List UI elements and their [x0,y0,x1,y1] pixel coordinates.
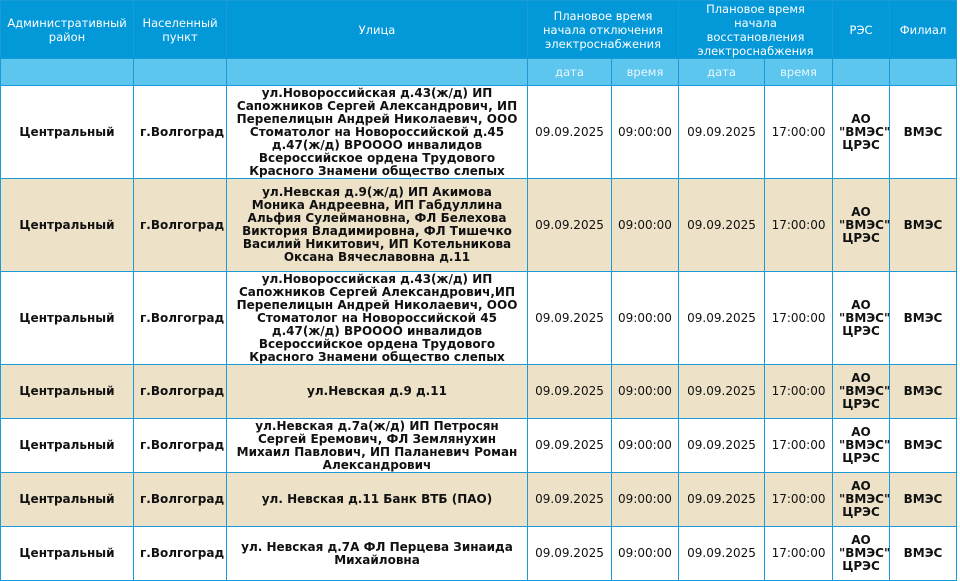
table-row [1,179,957,272]
cell-res: АО "ВМЭС" ЦРЭС [833,86,890,179]
cell-branch: ВМЭС [890,86,957,179]
header-res: РЭС [833,1,890,59]
header-off-time: Плановое время начала отключения электроснабжения [528,1,679,59]
cell-district: Центральный [1,272,134,365]
cell-off-time: 09:00:00 [612,527,679,581]
cell-on-date: 09.09.2025 [679,272,765,365]
table-subheader-row [1,59,957,86]
cell-res: АО "ВМЭС" ЦРЭС [833,527,890,581]
cell-on-time: 17:00:00 [765,473,833,527]
table-row [1,86,957,179]
subheader-empty [227,59,528,86]
cell-district: Центральный [1,527,134,581]
subheader-empty [833,59,890,86]
cell-locality: г.Волгоград [134,473,227,527]
cell-branch: ВМЭС [890,473,957,527]
cell-street: ул.Невская д.9(ж/д) ИП Акимова Моника Андреевна, ИП Габдуллина Альфия Сулеймановна, ФЛ Белехова Виктория Владимировна, ФЛ Тишечко Василий Никитович, ИП Котельникова Оксана Вячеславовна д.11 [227,179,528,272]
cell-on-date: 09.09.2025 [679,473,765,527]
cell-off-date: 09.09.2025 [528,179,612,272]
cell-off-date: 09.09.2025 [528,272,612,365]
cell-on-time: 17:00:00 [765,419,833,473]
cell-on-time: 17:00:00 [765,272,833,365]
cell-district: Центральный [1,179,134,272]
table-header-row [1,1,957,59]
cell-on-time: 17:00:00 [765,86,833,179]
subheader-empty [134,59,227,86]
subheader-off-date: дата [528,59,612,86]
cell-locality: г.Волгоград [134,86,227,179]
cell-locality: г.Волгоград [134,179,227,272]
cell-res: АО "ВМЭС" ЦРЭС [833,179,890,272]
cell-locality: г.Волгоград [134,272,227,365]
header-locality: Населенный пункт [134,1,227,59]
cell-street: ул.Невская д.9 д.11 [227,365,528,419]
cell-street: ул. Невская д.11 Банк ВТБ (ПАО) [227,473,528,527]
cell-street: ул. Невская д.7А ФЛ Перцева Зинаида Михайловна [227,527,528,581]
subheader-empty [890,59,957,86]
cell-district: Центральный [1,473,134,527]
header-branch: Филиал [890,1,957,59]
table-row [1,419,957,473]
cell-off-time: 09:00:00 [612,179,679,272]
cell-branch: ВМЭС [890,179,957,272]
table-row [1,272,957,365]
cell-off-date: 09.09.2025 [528,473,612,527]
cell-street: ул.Новороссийская д.43(ж/д) ИП Сапожников Сергей Александрович, ИП Перепелицын Андрей Николаевич, ООО Стоматолог на Новороссийской д.45 д.47(ж/д) ВРОООО инвалидов Всероссийское ордена Трудового Красного Знамени общество слепых [227,86,528,179]
cell-on-date: 09.09.2025 [679,365,765,419]
cell-locality: г.Волгоград [134,365,227,419]
table-row [1,527,957,581]
cell-branch: ВМЭС [890,365,957,419]
cell-on-time: 17:00:00 [765,365,833,419]
table-row [1,473,957,527]
cell-street: ул.Невская д.7а(ж/д) ИП Петросян Сергей Еремович, ФЛ Землянухин Михаил Павлович, ИП Паланевич Роман Александрович [227,419,528,473]
cell-res: АО "ВМЭС" ЦРЭС [833,473,890,527]
subheader-on-time: время [765,59,833,86]
cell-branch: ВМЭС [890,527,957,581]
cell-district: Центральный [1,86,134,179]
cell-district: Центральный [1,365,134,419]
cell-on-date: 09.09.2025 [679,527,765,581]
cell-on-date: 09.09.2025 [679,86,765,179]
header-district: Административный район [1,1,134,59]
cell-off-time: 09:00:00 [612,86,679,179]
header-restore-time: Плановое время начала восстановления электроснабжения [679,1,833,59]
cell-off-time: 09:00:00 [612,473,679,527]
subheader-empty [1,59,134,86]
cell-branch: ВМЭС [890,419,957,473]
cell-off-date: 09.09.2025 [528,86,612,179]
cell-on-time: 17:00:00 [765,527,833,581]
cell-branch: ВМЭС [890,272,957,365]
cell-street: ул.Новороссийская д.43(ж/д) ИП Сапожников Сергей Александрович,ИП Перепелицын Андрей Николаевич, ООО Стоматолог на Новороссийской 45 д.47(ж/д) ВРОООО инвалидов Всероссийское ордена Трудового Красного Знамени общество слепых [227,272,528,365]
subheader-off-time: время [612,59,679,86]
header-street: Улица [227,1,528,59]
cell-off-date: 09.09.2025 [528,365,612,419]
cell-res: АО "ВМЭС" ЦРЭС [833,419,890,473]
cell-on-date: 09.09.2025 [679,419,765,473]
cell-on-time: 17:00:00 [765,179,833,272]
cell-off-time: 09:00:00 [612,272,679,365]
cell-district: Центральный [1,419,134,473]
cell-off-time: 09:00:00 [612,419,679,473]
cell-off-time: 09:00:00 [612,365,679,419]
table-row [1,365,957,419]
cell-res: АО "ВМЭС" ЦРЭС [833,365,890,419]
cell-locality: г.Волгоград [134,419,227,473]
cell-off-date: 09.09.2025 [528,419,612,473]
cell-locality: г.Волгоград [134,527,227,581]
cell-res: АО "ВМЭС" ЦРЭС [833,272,890,365]
cell-on-date: 09.09.2025 [679,179,765,272]
subheader-on-date: дата [679,59,765,86]
cell-off-date: 09.09.2025 [528,527,612,581]
